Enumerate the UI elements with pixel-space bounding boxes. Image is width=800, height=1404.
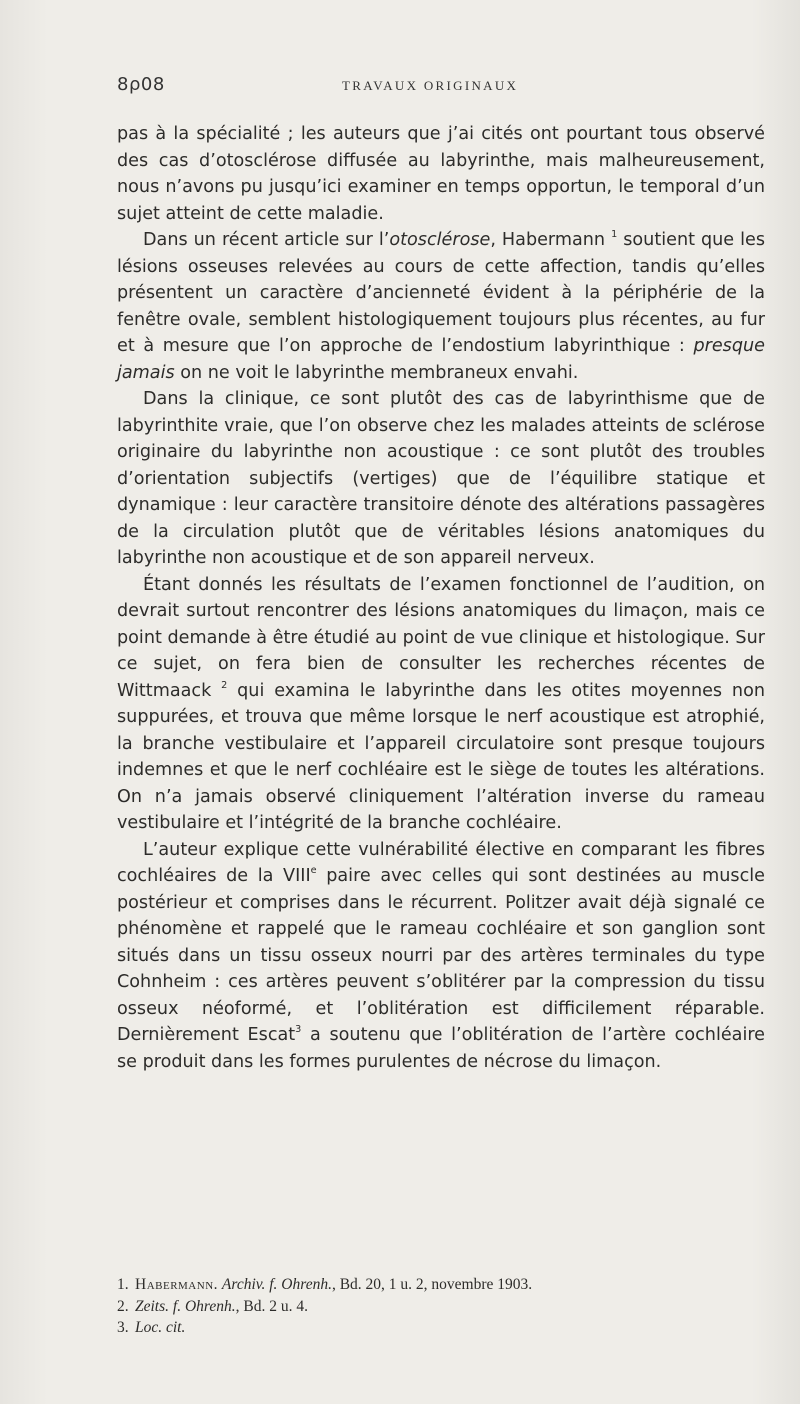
footnote-title: Loc. cit. xyxy=(135,1319,186,1336)
footnote-ref-3: 3 xyxy=(295,1024,302,1036)
footnote-3: 3. Loc. cit. xyxy=(117,1319,186,1336)
paragraph-4: Étant donnés les résultats de l’examen fonctionnel de l’audition, on devrait surtout rencontrer des lésions anatomiques du limaçon, mais ce point demande à être étudié au point de vue clinique et histologique. Sur ce sujet, on fera bien de consulter les recherches récentes de Wittmaack $^2$ qui examina le labyrinthe dans les otites moyennes non suppurées, et trouva que même lorsque le nerf acoustique est atrophié, la branche vestibulaire et l’appareil circulatoire sont presque toujours indemnes et que le nerf cochléaire est le siège de toutes les altérations. On n’a jamais observé cliniquement l’altération inverse du rameau vestibulaire et l’intégrité de la branche cochléaire. xyxy=(117,574,765,833)
footnote-1: 1. Habermann. Archiv. f. Ohrenh., Bd. 20, 1 u. 2, novembre 1903. xyxy=(117,1276,533,1293)
paragraph-5: L’auteur explique cette vulnérabilité élective en comparant les fibres cochléaires de la VIIIe paire avec celles qui sont destinées au muscle postérieur et comprises dans le récurrent. Politzer avait déjà signalé ce phénomène et rappelé que le rameau cochléaire et son ganglion sont situés dans un tissu osseux nourri par des artères terminales du type Cohnheim : ces artères peuvent s’oblitérer par la compression du tissu osseux néoformé, et l’oblitération est difficilement réparable. Dernièrement Escat$^3$ a soutenu que l’oblitération de l’artère cochléaire se produit dans les formes purulentes de nécrose du limaçon. xyxy=(117,839,765,1072)
emphasis-otosclerose: otosclérose xyxy=(389,230,491,250)
footnote-ref-1: 1 xyxy=(611,229,618,241)
footnote-title: Archiv. f. Ohrenh. xyxy=(221,1276,332,1293)
footnote-title: Zeits. f. Ohrenh. xyxy=(135,1297,236,1315)
paragraph-3: Dans la clinique, ce sont plutôt des cas de labyrinthisme que de labyrinthite vraie, que l’on observe chez les malades atteints de sclérose originaire du labyrinthe non acoustique : ce sont plutôt des troubles d’orientation subjectifs (vertiges) que de l’équilibre statique et dynamique : leur caractère transitoire dénote des altérations passagères de la circulation plutôt que de véritables lésions anatomiques du labyrinthe non acoustique et de son appareil nerveux. xyxy=(117,389,765,568)
emphasis-presque-jamais: presque jamais xyxy=(117,336,765,383)
running-head: TRAVAUX ORIGINAUX xyxy=(342,78,519,93)
page-header xyxy=(117,74,767,104)
paragraph-2: Dans un récent article sur l’otosclérose, Habermann $^1$ soutient que les lésions osseuses relevées au cours de cette affection, tandis qu’elles présentent un caractère d’ancienneté évident à la périphérie de la fenêtre ovale, semblent histologiquement toujours plus récentes, au fur et à mesure que l’on approche de l’endostium labyrinthique : presque jamais on ne voit le labyrinthe membraneux envahi. xyxy=(117,229,765,383)
paragraph-1: pas à la spécialité ; les auteurs que j’ai cités ont pourtant tous observé des cas d’otosclérose diffusée au labyrinthe, mais malheureusement, nous n’avons pu jusqu’ici examiner en temps opportun, le temporal d’un sujet atteint de cette maladie. xyxy=(117,124,765,224)
body-text xyxy=(117,121,765,1075)
footnotes xyxy=(117,1274,765,1339)
page-number: 8ρ08 xyxy=(117,74,165,95)
footnote-ref-2: 2 xyxy=(221,679,228,691)
footnote-author: Habermann. xyxy=(135,1276,219,1293)
footnote-2: 2. Zeits. f. Ohrenh., Bd. 2 u. 4. xyxy=(117,1297,308,1315)
superscript-e: e xyxy=(310,865,317,877)
